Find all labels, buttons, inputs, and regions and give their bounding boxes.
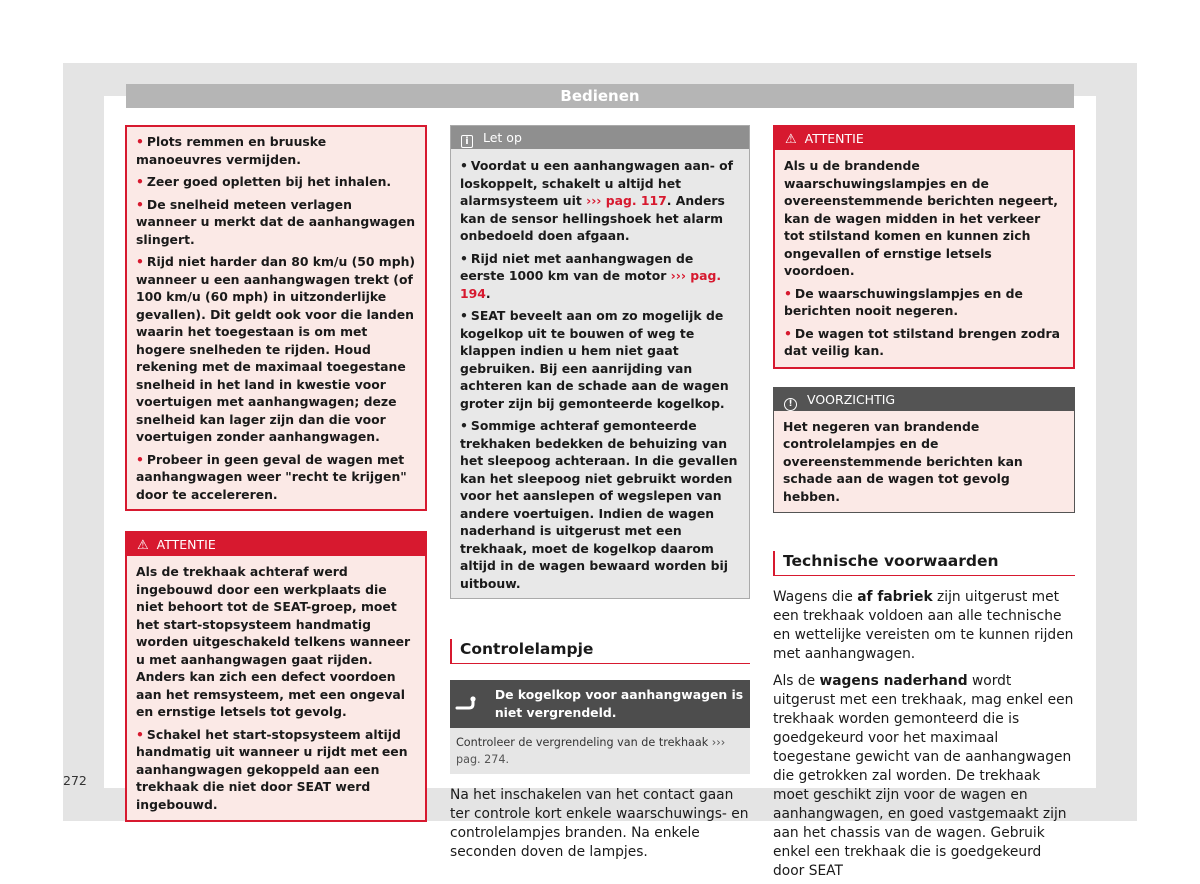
list-item: • Zeer goed opletten bij het inhalen. [136,174,392,189]
page-ref-link[interactable]: ››› pag. 194 [460,268,722,301]
list-item: • De waarschuwingslampjes en de berichten nooit negeren. [784,285,1023,318]
paragraph: Na het inschakelen van het contact gaan ter controle kort enkele waarschuwings- en controlelampjes branden. Na enkele seconden doven de lampjes. [450,787,749,860]
column-right [773,125,1075,884]
paragraph: Wagens die af fabriek zijn uitgerust met een trekhaak voldoen aan alle technische en wettelijke vereisten om te kunnen rijden met aanhangwagen. [773,589,1074,662]
indicator-note: Controleer de vergrendeling van de trekhaak ››› pag. 274. [450,728,750,774]
letop-box [450,125,750,599]
list-item: • De wagen tot stilstand brengen zodra dat veilig kan. [784,325,1060,358]
paragraph: Als de wagens naderhand wordt uitgerust met een trekhaak, mag enkel een trekhaak worden gemonteerd die is goedgekeurd voor het maximaal toegestane gewicht van de aanhangwagen die getrokken zal worden. De trekhaak moet geschikt zijn voor de wagen en aanhangwagen, en goed vastgemaakt zijn aan het chassis van de wagen. Gebruik enkel een trekhaak die is goedgekeurd door SEAT [773,673,1074,879]
list-item: • Probeer in geen geval de wagen met aanhangwagen weer "recht te krijgen" door te accelereren. [136,451,407,502]
section-title-controlelampje: Controlelampje [450,639,750,664]
warning-list-box [125,125,427,511]
warning-triangle-icon: ⚠ [785,132,797,147]
tow-hook-icon [450,680,487,728]
warning-triangle-icon: ⚠ [137,538,149,553]
page-header: Bedienen [126,84,1074,108]
voorzichtig-heading: ! VOORZICHTIG [774,388,1074,411]
voorzichtig-text: Het negeren van brandende controlelampjes en de overeenstemmende berichten kan schade aan de wagen tot gevolg hebben. [783,418,1023,504]
attentie-text: Als u de brandende waarschuwingslampjes en de overeenstemmende berichten negeert, kan de wagen midden in het verkeer tot stilstand komen en kunnen zich ongevallen of ernstige letsels voordoen. [784,158,1058,278]
indicator-row [450,680,750,728]
letop-heading: i Let op [451,126,749,149]
info-icon: i [461,135,473,148]
body-text [773,588,1075,881]
list-item: • SEAT beveelt aan om zo mogelijk de kogelkop uit te bouwen of weg te klappen indien u hem niet gaat gebruiken. Bij een aanrijding van achteren kan de schade aan de wagen groter zijn bij gemonteerde kogelkop. [460,308,729,411]
attentie-box [773,125,1075,369]
list-item: • Plots remmen en bruuske manoeuvres vermijden. [136,134,327,167]
list-item: • Sommige achteraf gemonteerde trekhaken bedekken de behuizing van het sleepoog achteraan. In die gevallen kan het sleepoog niet gebruikt worden voor het aanslepen of wegslepen van andere voertuigen. Indien de wagen naderhand is uitgerust met een trekhaak, moet de kogelkop daarom altijd in de wagen bewaard worden bij uitbouw. [460,418,738,591]
attentie-text: Als de trekhaak achteraf werd ingebouwd door een werkplaats die niet behoort tot de SEAT-groep, moet het start-stopsysteem handmatig worden uitgeschakeld telkens wanneer u met aanhangwagen gaat rijden. Anders kan zich een defect voordoen aan het remsysteem, met een ongeval en ernstige letsels tot gevolg. [136,564,411,719]
indicator-text: De kogelkop voor aanhangwagen is niet vergrendeld. [494,687,744,720]
list-item: • Rijd niet harder dan 80 km/u (50 mph) wanneer u een aanhangwagen trekt (of 100 km/u (60 mph) in uitzonderlijke gevallen). Dit geldt ook voor die landen waarin het toegestaan is om met hogere snelheden te rijden. Houd rekening met de maximaal toegestane snelheid in het land in kwestie voor voertuigen met aanhangwagen; deze snelheid kan lager zijn dan die voor voertuigen zonder aanhangwagen. [136,254,416,444]
column-middle [450,125,750,862]
list-item: • Schakel het start-stopsysteem altijd handmatig uit wanneer u rijdt met een aanhangwagen gekoppeld aan een trekhaak die niet door SEAT werd ingebouwd. [136,726,408,812]
list-item: • De snelheid meteen verlagen wanneer u merkt dat de aanhangwagen slingert. [136,196,416,247]
list-item: • Voordat u een aanhangwagen aan- of loskoppelt, schakelt u altijd het alarmsysteem uit ››› pag. 117. Anders kan de sensor hellingshoek het alarm onbedoeld doen afgaan. [460,158,734,243]
attentie-heading: ⚠ ATTENTIE [127,533,425,556]
section-title-technische-voorwaarden: Technische voorwaarden [773,551,1075,576]
page-number: 272 [63,773,87,788]
attentie-box [125,531,427,822]
exclamation-circle-icon: ! [784,398,797,411]
voorzichtig-box [773,387,1075,514]
attentie-heading: ⚠ ATTENTIE [775,127,1073,150]
page-ref-link[interactable]: ››› pag. 274. [456,736,726,766]
column-left [125,125,427,822]
list-item: • Rijd niet met aanhangwagen de eerste 1000 km van de motor ››› pag. 194. [460,250,722,301]
page-ref-link[interactable]: ››› pag. 117 [586,193,667,208]
